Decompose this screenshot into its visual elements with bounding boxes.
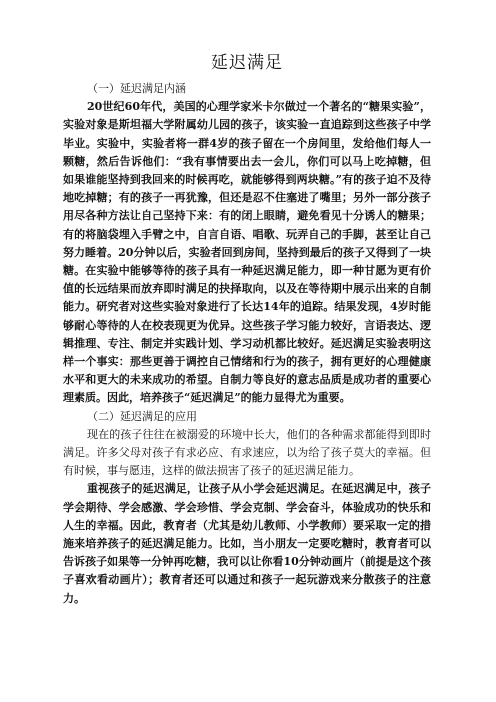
section-heading-connotation: （一）延迟满足内涵 [87, 82, 186, 95]
paragraph-candy-experiment: 20世纪60年代，美国的心理学家米卡尔做过一个著名的“糖果实验”，实验对象是斯坦福大学附属幼儿园的孩子，该实验一直追踪到这些孩子中学毕业。实验中，实验者将一群4岁的孩子留在一个房间里，发给他们每人一颗糖，然后告诉他们：“我有事情要出去一会儿，你们可以马上吃掉糖，但如果谁能坚持到我回来的时候再吃，就能够得到两块糖。”有的孩子迫不及待地吃掉糖；有的孩子一再犹豫，但还是忍不住塞进了嘴里；另外一部分孩子用尽各种方法让自己坚持下来：有的闭上眼睛，避免看见十分诱人的糖果；有的将脑袋埋入手臂之中，自言自语、唱歌、玩弄自己的手脚，甚至让自己努力睡着。20分钟以后，实验者回到房间，坚持到最后的孩子又得到了一块糖。在实验中能够等待的孩子具有一种延迟满足能力，即一种甘愿为更有价值的长远结果而放弃即时满足的抉择取向，以及在等待期中展示出来的自制能力。研究者对这些实验对象进行了长达14年的追踪。结果发现，4岁时能够耐心等待的人在校表现更为优异。这些孩子学习能力较好，言语表达、逻辑推理、专注、制定并实践计划、学习动机都比较好。延迟满足实验表明这样一个事实：那些更善于调控自己情绪和行为的孩子，拥有更好的心理健康水平和更大的未来成功的希望。自制力等良好的意志品质是成功者的重要心理素质。因此，培养孩子“延迟满足”的能力显得尤为重要。 [63, 100, 431, 405]
paragraph-teaching-delay: 重视孩子的延迟满足，让孩子从小学会延迟满足。在延迟满足中，孩子学会期待、学会感激、学会珍惜、学会克制、学会奋斗，体验成功的快乐和人生的幸福。因此，教育者（尤其是幼儿教师、小学教师）要采取一定的措施来培养孩子的延迟满足能力。比如，当小朋友一定要吃糖时，教育者可以告诉孩子如果等一分钟再吃糖，我可以让你看10分钟动画片（前提是这个孩子喜欢看动画片）；教育者还可以通过和孩子一起玩游戏来分散孩子的注意力。 [63, 482, 431, 605]
document-page [63, 52, 431, 608]
section-heading-application: （二）延迟满足的应用 [87, 409, 197, 423]
paragraph-instant-gratification: 现在的孩子往往在被溺爱的环境中长大，他们的各种需求都能得到即时满足。许多父母对孩子有求必应、有求速应，以为给了孩子莫大的幸福。但有时候，事与愿违，这样的做法损害了孩子的延迟满足能力。 [63, 427, 431, 478]
document-title: 延迟满足 [211, 53, 283, 73]
